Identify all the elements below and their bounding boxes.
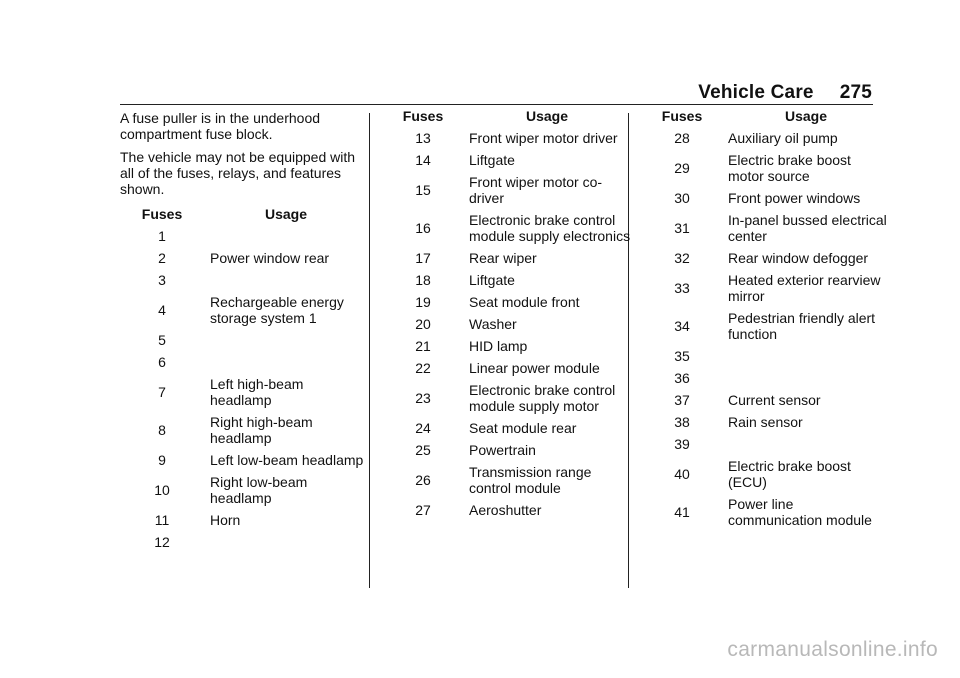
fuse-row [120,351,368,373]
fuses-header: Fuses [402,108,444,124]
fuse-usage [722,433,890,455]
fuse-row [642,269,890,307]
fuse-usage: Left high-beam headlamp [210,376,304,408]
fuse-row [383,247,631,269]
usage-header: Usage [784,108,828,124]
column-2 [383,110,631,521]
fuse-usage [722,367,890,389]
fuse-row [642,389,890,411]
fuse-number: 9 [158,452,166,468]
fuse-row [120,373,368,411]
fuse-row [383,461,631,499]
fuse-row [383,291,631,313]
fuse-usage [204,225,368,247]
fuse-row [642,187,890,209]
fuse-row [642,307,890,345]
fuse-row [642,345,890,367]
fuse-usage [204,351,368,373]
column-divider [369,113,370,588]
fuse-row [642,493,890,531]
fuse-number: 28 [674,130,690,146]
fuse-usage: Power line communication module [728,496,872,528]
fuse-usage: Power window rear [210,250,330,266]
fuse-number: 1 [158,228,166,244]
fuse-usage: Front wiper motor driver [469,130,618,146]
fuse-usage: Right low-beam headlamp [210,474,308,506]
section-title: Vehicle Care [698,82,814,103]
fuse-number: 33 [674,280,690,296]
fuse-table [383,106,631,521]
column-3 [642,110,890,531]
fuse-row [383,313,631,335]
fuse-row [120,329,368,351]
fuse-number: 26 [415,472,431,488]
fuse-number: 11 [154,512,170,528]
fuse-number: 19 [415,294,431,310]
fuse-number: 32 [674,250,690,266]
fuse-usage: Linear power module [469,360,600,376]
fuse-row [120,471,368,509]
fuse-usage: Rain sensor [728,414,803,430]
fuse-row [642,433,890,455]
fuse-row [383,269,631,291]
fuse-usage: Aeroshutter [469,502,542,518]
usage-header: Usage [264,206,308,222]
fuse-usage: Transmission range control module [469,464,592,496]
fuse-number: 14 [415,152,431,168]
fuse-row [383,357,631,379]
fuse-row [383,127,631,149]
fuse-row [642,247,890,269]
fuse-number: 16 [415,220,431,236]
fuse-number: 25 [415,442,431,458]
fuse-number: 7 [158,384,166,400]
fuse-row [383,439,631,461]
fuse-table [642,106,890,531]
fuse-usage: Seat module front [469,294,580,310]
watermark: carmanualsonline.info [727,638,938,661]
fuse-row [383,171,631,209]
fuse-number: 24 [415,420,431,436]
fuse-number: 35 [674,348,690,364]
fuse-number: 17 [415,250,431,266]
fuse-row [383,149,631,171]
fuse-usage: Current sensor [728,392,821,408]
fuse-usage: Rear window defogger [728,250,869,266]
fuse-row [120,531,368,553]
page-header [698,82,872,104]
fuse-row [120,291,368,329]
fuse-number: 39 [674,436,690,452]
fuse-usage: Liftgate [469,272,515,288]
fuse-row [642,455,890,493]
fuse-usage: Horn [210,512,241,528]
fuse-number: 3 [158,272,166,288]
fuse-number: 10 [154,482,170,498]
fuse-number: 20 [415,316,431,332]
fuse-number: 27 [415,502,431,518]
fuse-number: 23 [415,390,431,406]
fuse-row [120,247,368,269]
fuse-number: 31 [674,220,690,236]
fuse-row [642,367,890,389]
fuse-number: 38 [674,414,690,430]
fuse-row [383,379,631,417]
fuse-usage [204,531,368,553]
fuse-row [642,149,890,187]
fuse-usage: Liftgate [469,152,515,168]
fuse-number: 15 [415,182,431,198]
fuse-usage: Front power windows [728,190,861,206]
fuse-number: 2 [158,250,166,266]
fuse-usage: Heated exterior rearview mirror [728,272,881,304]
fuse-number: 37 [674,392,690,408]
fuse-number: 8 [158,422,166,438]
fuse-row [120,269,368,291]
fuse-number: 12 [154,534,170,550]
fuse-number: 29 [674,160,690,176]
intro-paragraph: A fuse puller is in the underhood compartment fuse block. [120,110,321,142]
fuse-row [642,209,890,247]
fuses-header: Fuses [661,108,703,124]
column-1 [120,110,368,553]
fuse-usage: Electric brake boost motor source [728,152,851,184]
fuse-row [120,509,368,531]
fuse-usage: Auxiliary oil pump [728,130,838,146]
fuses-header: Fuses [141,206,183,222]
fuse-usage: HID lamp [469,338,528,354]
header-divider [120,104,873,105]
fuse-number: 4 [158,302,166,318]
fuse-row [383,499,631,521]
fuse-row [120,449,368,471]
fuse-usage: In-panel bussed electrical center [728,212,887,244]
fuse-usage: Washer [469,316,517,332]
fuse-number: 22 [415,360,431,376]
intro-paragraph: The vehicle may not be equipped with all of the fuses, relays, and features shown. [120,149,356,197]
fuse-number: 30 [674,190,690,206]
fuse-row [383,417,631,439]
fuse-usage: Front wiper motor co-driver [469,174,603,206]
fuse-row [120,411,368,449]
usage-header: Usage [525,108,569,124]
fuse-usage: Right high-beam headlamp [210,414,313,446]
fuse-usage: Left low-beam headlamp [210,452,364,468]
fuse-usage [722,345,890,367]
fuse-usage: Rechargeable energy storage system 1 [210,294,344,326]
fuse-usage: Electronic brake control module supply electronics [469,212,631,244]
fuse-usage: Electric brake boost (ECU) [728,458,851,490]
fuse-usage: Rear wiper [469,250,537,266]
fuse-usage: Pedestrian friendly alert function [728,310,876,342]
fuse-number: 5 [158,332,166,348]
fuse-row [642,127,890,149]
fuse-number: 6 [158,354,166,370]
fuse-usage: Electronic brake control module supply motor [469,382,616,414]
fuse-row [120,225,368,247]
fuse-number: 36 [674,370,690,386]
fuse-usage: Seat module rear [469,420,577,436]
fuse-usage: Powertrain [469,442,536,458]
fuse-number: 40 [674,466,690,482]
page-number: 275 [839,82,872,103]
fuse-number: 34 [674,318,690,334]
fuse-usage [204,329,368,351]
fuse-usage [204,269,368,291]
fuse-number: 18 [415,272,431,288]
fuse-table [120,204,368,553]
fuse-row [383,335,631,357]
fuse-row [642,411,890,433]
fuse-number: 13 [415,130,431,146]
fuse-row [383,209,631,247]
fuse-number: 41 [674,504,690,520]
fuse-number: 21 [415,338,431,354]
